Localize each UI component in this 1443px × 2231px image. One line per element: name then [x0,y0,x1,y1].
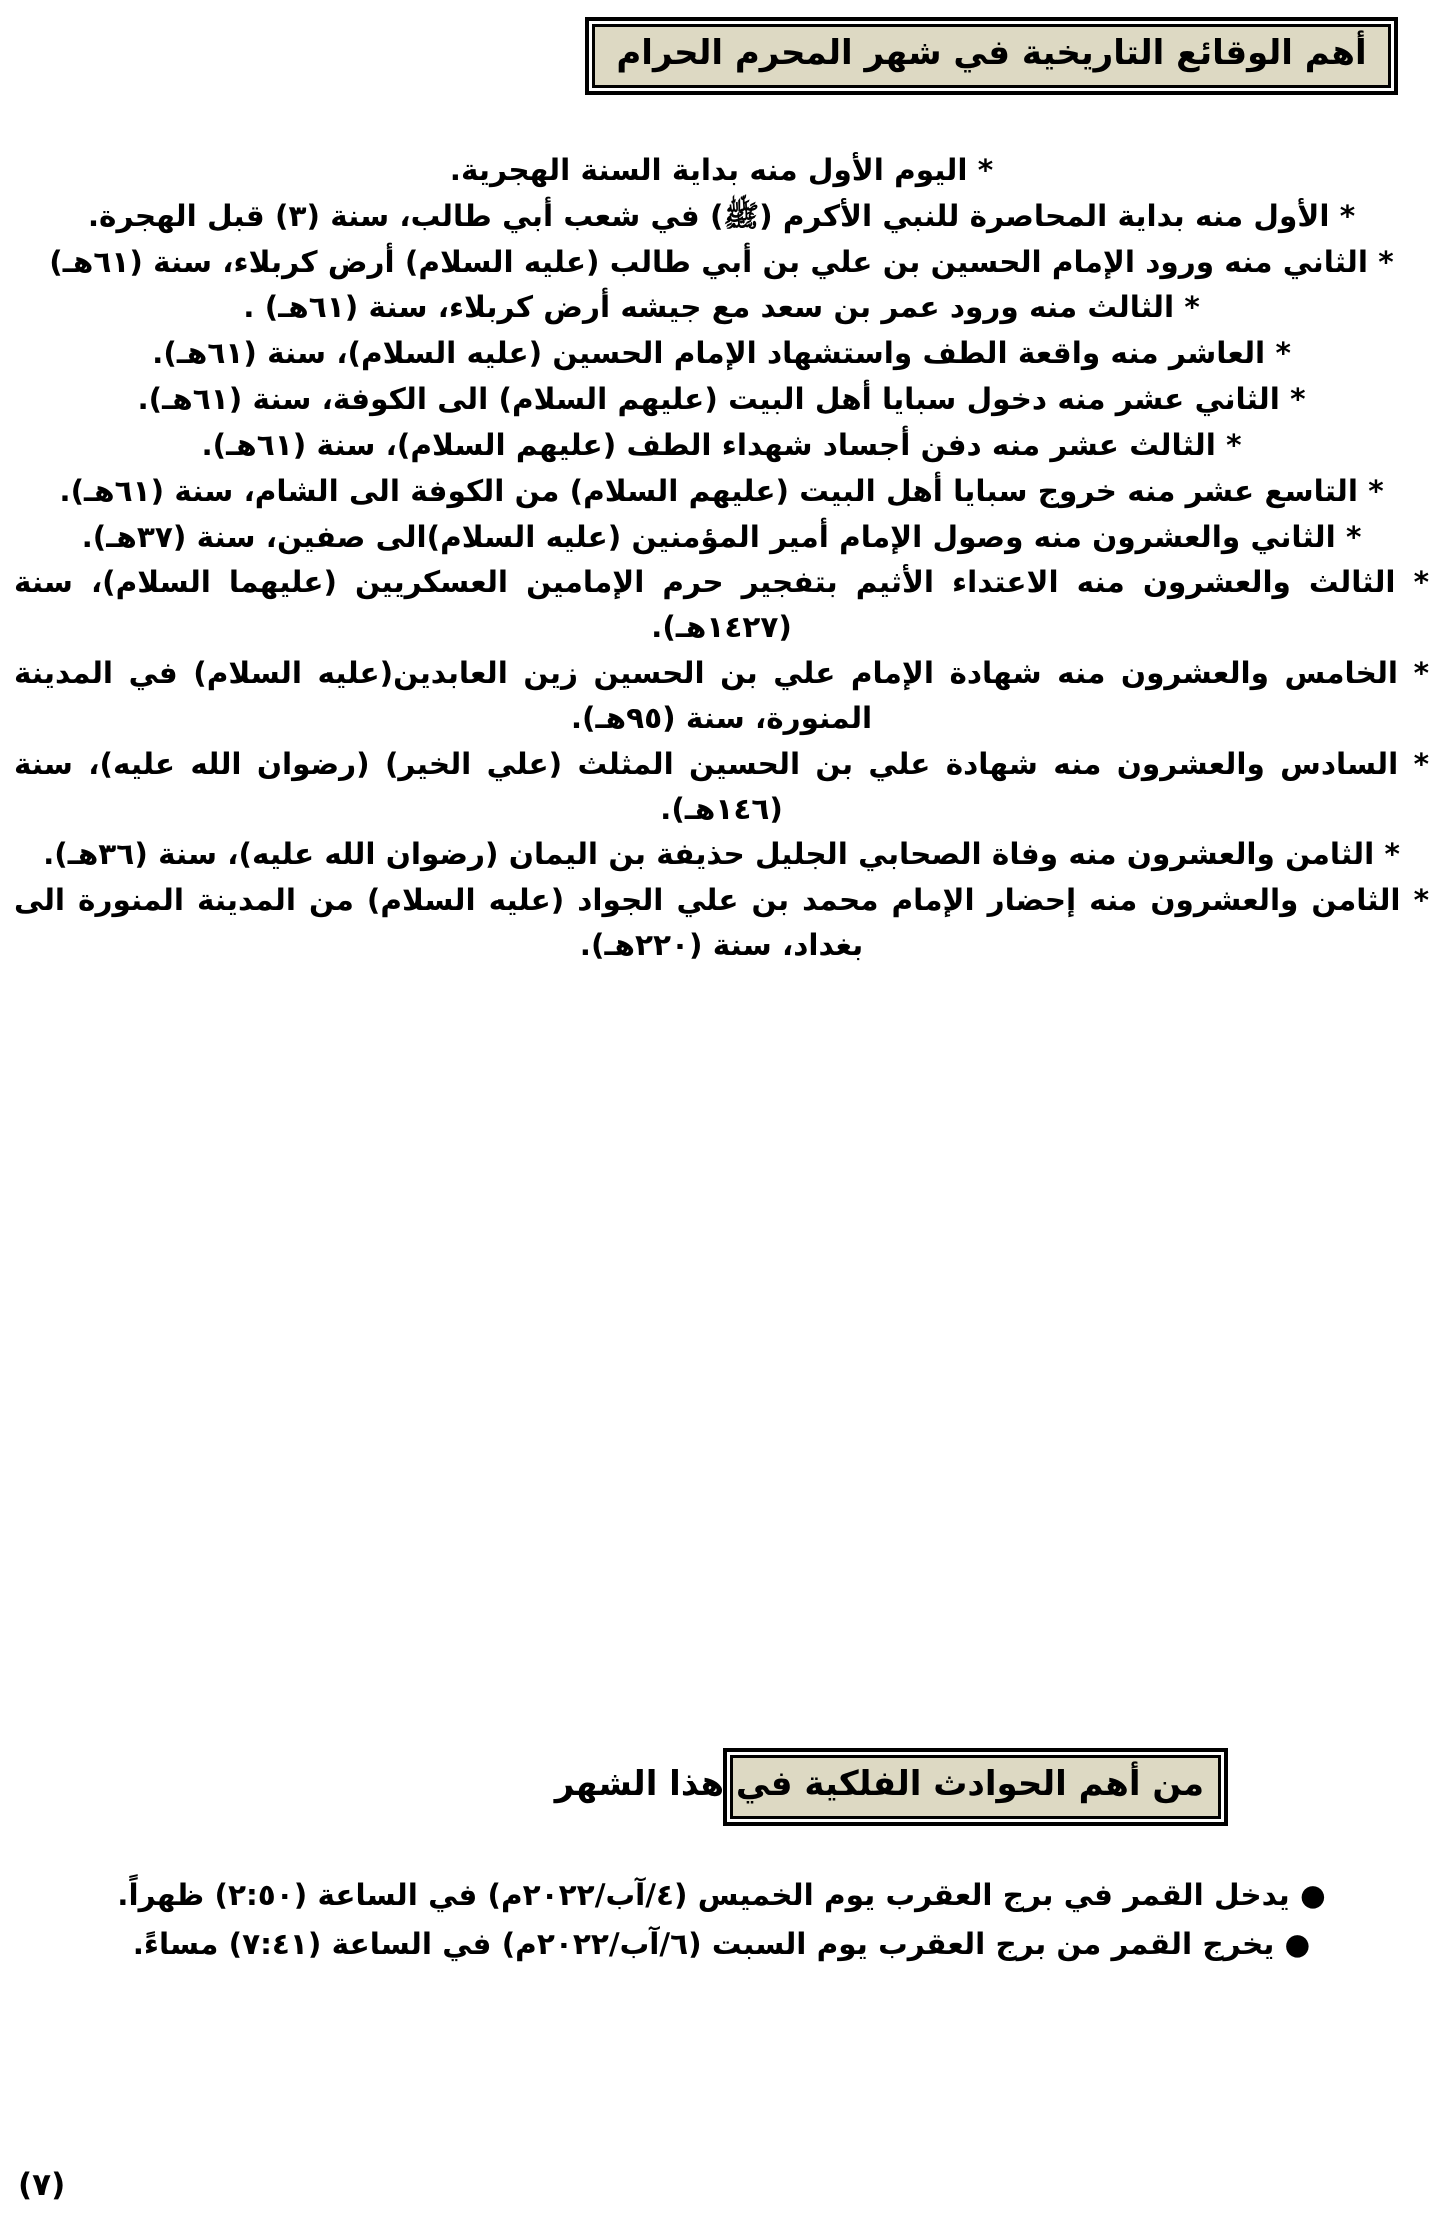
historical-event-item: * الثامن والعشرون منه وفاة الصحابي الجليل حذيفة بن اليمان (رضوان الله عليه)، سنة (٣٦هـ). [43,837,1400,872]
astronomical-event-item: ● يخرج القمر من برج العقرب يوم السبت (٦/آب/٢٠٢٢م) في الساعة (٧:٤١) مساءً. [132,1927,1311,1962]
section-heading-historical-events [585,17,1398,95]
historical-event-item: * الثالث والعشرون منه الاعتداء الأثيم بتفجير حرم الإمامين العسكريين (عليهما السلام)، سنة (١٤٢٧هـ). [14,565,1429,645]
section-heading-astronomical-events-inner [554,1755,1221,1819]
historical-event-item: * الثالث منه ورود عمر بن سعد مع جيشه أرض كربلاء، سنة (٦١هـ) . [243,290,1200,325]
page-number: (٧) [18,2167,66,2203]
astronomical-events-list [14,1872,1429,1970]
astronomical-event-item: ● يدخل القمر في برج العقرب يوم الخميس (٤/آب/٢٠٢٢م) في الساعة (٢:٥٠) ظهراً. [117,1878,1326,1912]
section-heading-historical-events-text: أهم الوقائع التاريخية في شهر المحرم الحرام [616,33,1367,73]
historical-event-item: * السادس والعشرون منه شهادة علي بن الحسين المثلث (علي الخير) (رضوان الله عليه)، سنة (١٤٦هـ). [14,746,1429,826]
section-heading-historical-events-inner [592,24,1391,88]
historical-event-item: * الثامن والعشرون منه إحضار الإمام محمد بن علي الجواد (عليه السلام) من المدينة المنورة الى بغداد، سنة (٢٢٠هـ). [14,883,1429,963]
historical-event-item: * الخامس والعشرون منه شهادة الإمام علي بن الحسين زين العابدين(عليه السلام) في المدينة المنورة، سنة (٩٥هـ). [14,656,1429,735]
historical-event-item: * التاسع عشر منه خروج سبايا أهل البيت (عليهم السلام) من الكوفة الى الشام، سنة (٦١هـ). [59,473,1384,508]
historical-event-item: * العاشر منه واقعة الطف واستشهاد الإمام الحسين (عليه السلام)، سنة (٦١هـ). [152,336,1291,371]
historical-event-item: * الثاني منه ورود الإمام الحسين بن علي بن أبي طالب (عليه السلام) أرض كربلاء، سنة (٦١هـ) [49,244,1394,279]
historical-event-item: * الثالث عشر منه دفن أجساد شهداء الطف (عليهم السلام)، سنة (٦١هـ). [201,427,1242,462]
historical-event-item: * اليوم الأول منه بداية السنة الهجرية. [449,153,994,187]
historical-event-item: * الثاني عشر منه دخول سبايا أهل البيت (عليهم السلام) الى الكوفة، سنة (٦١هـ). [137,382,1306,417]
historical-event-item: * الأول منه بداية المحاصرة للنبي الأكرم (ﷺ) في شعب أبي طالب، سنة (٣) قبل الهجرة. [87,198,1356,233]
section-heading-astronomical-events-text: من أهم الحوادث الفلكية في هذا الشهر [554,1764,1204,1804]
historical-event-item: * الثاني والعشرون منه وصول الإمام أمير المؤمنين (عليه السلام)الى صفين، سنة (٣٧هـ). [81,519,1362,554]
section-heading-astronomical-events [554,1748,1228,1826]
historical-events-list [14,148,1429,969]
